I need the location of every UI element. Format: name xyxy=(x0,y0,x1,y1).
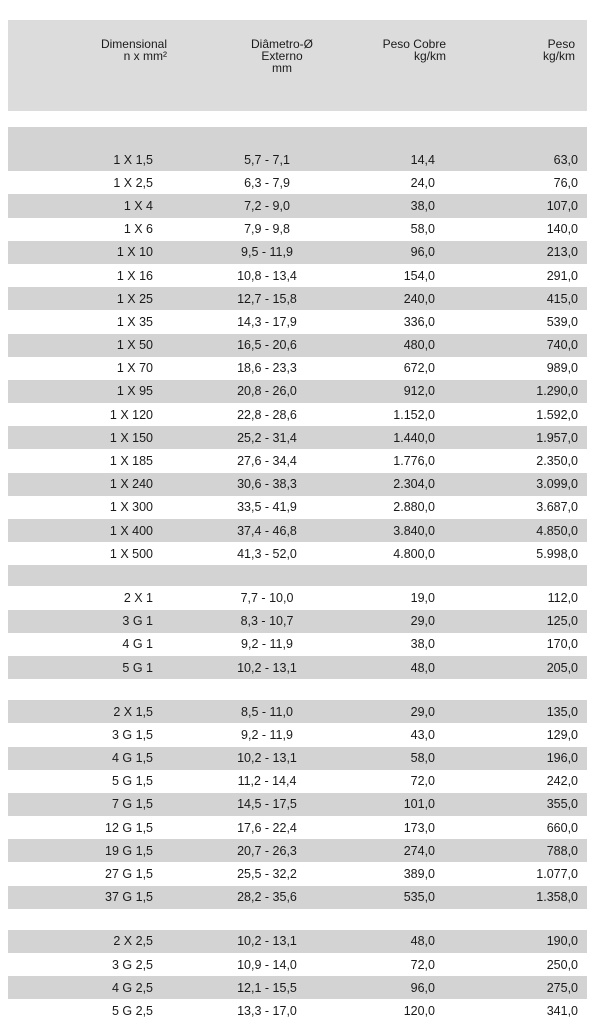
cell-peso: 341,0 xyxy=(546,1003,578,1018)
cell-dimensional: 7 G 1,5 xyxy=(112,797,153,812)
cell-dimensional: 12 G 1,5 xyxy=(105,820,153,835)
cell-peso: 989,0 xyxy=(546,361,578,376)
cell-peso: 63,0 xyxy=(553,152,578,167)
cell-diametro: 14,5 - 17,5 xyxy=(237,797,297,812)
table-row xyxy=(8,723,587,746)
cell-peso: 660,0 xyxy=(546,820,578,835)
table-row xyxy=(8,287,587,310)
cell-peso-cobre: 2.304,0 xyxy=(393,477,435,492)
table-row xyxy=(8,586,587,609)
cell-peso-cobre: 672,0 xyxy=(403,361,435,376)
cell-diametro: 25,5 - 32,2 xyxy=(237,867,297,882)
cell-diametro: 10,8 - 13,4 xyxy=(237,268,297,283)
header-peso: Peso kg/km xyxy=(542,37,575,63)
cell-peso: 129,0 xyxy=(546,727,578,742)
table-row xyxy=(8,793,587,816)
cell-dimensional: 1 X 240 xyxy=(109,477,153,492)
cell-peso: 1.290,0 xyxy=(536,384,578,399)
cell-peso-cobre: 1.776,0 xyxy=(393,454,435,469)
cell-peso-cobre: 48,0 xyxy=(410,660,435,675)
cell-diametro: 9,5 - 11,9 xyxy=(241,245,293,260)
cell-diametro: 9,2 - 11,9 xyxy=(241,727,293,742)
cell-peso: 242,0 xyxy=(546,774,578,789)
cell-peso-cobre: 48,0 xyxy=(410,934,435,949)
cell-peso: 4.850,0 xyxy=(536,523,578,538)
table-row xyxy=(8,816,587,839)
cell-peso: 3.687,0 xyxy=(536,500,578,515)
table-row xyxy=(8,310,587,333)
table-row xyxy=(8,171,587,194)
cell-diametro: 33,5 - 41,9 xyxy=(237,500,297,515)
cell-peso: 190,0 xyxy=(546,934,578,949)
cell-dimensional: 1 X 95 xyxy=(116,384,153,399)
table-row xyxy=(8,426,587,449)
cell-dimensional: 27 G 1,5 xyxy=(105,867,153,882)
table-row xyxy=(8,886,587,909)
cell-diametro: 28,2 - 35,6 xyxy=(237,890,297,905)
cell-diametro: 10,9 - 14,0 xyxy=(237,957,297,972)
cell-diametro: 11,2 - 14,4 xyxy=(237,774,297,789)
cell-dimensional: 1 X 70 xyxy=(116,361,153,376)
cell-diametro: 10,2 - 13,1 xyxy=(237,660,297,675)
cell-dimensional: 1 X 16 xyxy=(116,268,153,283)
table-row xyxy=(8,264,587,287)
cell-peso: 275,0 xyxy=(546,980,578,995)
cell-diametro: 37,4 - 46,8 xyxy=(237,523,297,538)
table-row xyxy=(8,999,587,1022)
cell-dimensional: 1 X 120 xyxy=(109,407,153,422)
cell-peso-cobre: 72,0 xyxy=(410,957,435,972)
table-row xyxy=(8,633,587,656)
cell-peso: 125,0 xyxy=(546,614,578,629)
table-row xyxy=(8,930,587,953)
cell-diametro: 16,5 - 20,6 xyxy=(237,338,297,353)
cell-diametro: 20,7 - 26,3 xyxy=(237,843,297,858)
table-header xyxy=(8,20,587,111)
cell-peso-cobre: 24,0 xyxy=(410,175,435,190)
cell-peso: 355,0 xyxy=(546,797,578,812)
cell-peso: 539,0 xyxy=(546,314,578,329)
cell-peso: 740,0 xyxy=(546,338,578,353)
table-row xyxy=(8,839,587,862)
cell-dimensional: 5 G 1 xyxy=(122,660,153,675)
cell-peso-cobre: 173,0 xyxy=(403,820,435,835)
cell-dimensional: 3 G 1,5 xyxy=(112,727,153,742)
cell-peso-cobre: 14,4 xyxy=(410,152,435,167)
cell-dimensional: 1 X 10 xyxy=(116,245,153,260)
cell-peso: 1.077,0 xyxy=(536,867,578,882)
table-row xyxy=(8,976,587,999)
table-row xyxy=(8,610,587,633)
cell-peso: 415,0 xyxy=(546,291,578,306)
section-spacer-row xyxy=(8,127,587,148)
cell-peso-cobre: 101,0 xyxy=(403,797,435,812)
table-row xyxy=(8,862,587,885)
cell-diametro: 10,2 - 13,1 xyxy=(237,934,297,949)
table-row xyxy=(8,473,587,496)
cell-diametro: 10,2 - 13,1 xyxy=(237,751,297,766)
cell-dimensional: 1 X 50 xyxy=(116,338,153,353)
cell-diametro: 18,6 - 23,3 xyxy=(237,361,297,376)
cell-diametro: 20,8 - 26,0 xyxy=(237,384,297,399)
table-row xyxy=(8,449,587,472)
cell-peso-cobre: 29,0 xyxy=(410,704,435,719)
cell-peso: 76,0 xyxy=(553,175,578,190)
cell-diametro: 41,3 - 52,0 xyxy=(237,546,297,561)
cell-peso-cobre: 96,0 xyxy=(410,245,435,260)
cell-dimensional: 4 G 1 xyxy=(122,637,153,652)
cell-peso-cobre: 389,0 xyxy=(403,867,435,882)
cell-dimensional: 1 X 400 xyxy=(109,523,153,538)
table-body xyxy=(8,127,587,1023)
cell-peso: 1.592,0 xyxy=(536,407,578,422)
cell-dimensional: 3 G 1 xyxy=(122,614,153,629)
cell-peso-cobre: 96,0 xyxy=(410,980,435,995)
cell-peso: 3.099,0 xyxy=(536,477,578,492)
cell-peso: 196,0 xyxy=(546,751,578,766)
cell-dimensional: 3 G 2,5 xyxy=(112,957,153,972)
cell-diametro: 5,7 - 7,1 xyxy=(244,152,290,167)
cell-diametro: 27,6 - 34,4 xyxy=(237,454,297,469)
cell-peso-cobre: 43,0 xyxy=(410,727,435,742)
table-row xyxy=(8,334,587,357)
cell-peso: 107,0 xyxy=(546,198,578,213)
cell-peso: 1.957,0 xyxy=(536,430,578,445)
cell-peso-cobre: 480,0 xyxy=(403,338,435,353)
cell-diametro: 7,7 - 10,0 xyxy=(240,590,294,605)
cell-dimensional: 1 X 1,5 xyxy=(113,152,153,167)
cell-peso-cobre: 1.152,0 xyxy=(393,407,435,422)
table-row xyxy=(8,218,587,241)
cell-peso-cobre: 912,0 xyxy=(403,384,435,399)
cell-peso-cobre: 240,0 xyxy=(403,291,435,306)
table-row xyxy=(8,148,587,171)
cell-peso-cobre: 38,0 xyxy=(410,198,435,213)
cell-peso: 5.998,0 xyxy=(536,546,578,561)
section-spacer-row xyxy=(8,909,587,930)
cell-peso-cobre: 120,0 xyxy=(403,1003,435,1018)
cell-diametro: 8,5 - 11,0 xyxy=(241,704,293,719)
cell-dimensional: 2 X 1 xyxy=(123,590,153,605)
table-row xyxy=(8,241,587,264)
cell-peso: 170,0 xyxy=(546,637,578,652)
cell-dimensional: 1 X 4 xyxy=(123,198,153,213)
cell-peso-cobre: 1.440,0 xyxy=(393,430,435,445)
table-row xyxy=(8,357,587,380)
header-diametro-externo: Diâmetro-Ø Externo mm xyxy=(250,37,313,75)
header-dimensional: Dimensional n x mm² xyxy=(100,37,167,63)
cell-diametro: 25,2 - 31,4 xyxy=(237,430,297,445)
cell-peso-cobre: 19,0 xyxy=(410,590,435,605)
cell-dimensional: 5 G 1,5 xyxy=(112,774,153,789)
cell-peso: 788,0 xyxy=(546,843,578,858)
cell-diametro: 14,3 - 17,9 xyxy=(237,314,297,329)
cell-peso: 250,0 xyxy=(546,957,578,972)
cell-dimensional: 1 X 2,5 xyxy=(113,175,153,190)
cell-dimensional: 1 X 300 xyxy=(109,500,153,515)
cell-diametro: 13,3 - 17,0 xyxy=(237,1003,297,1018)
cell-diametro: 7,9 - 9,8 xyxy=(244,222,290,237)
cell-peso-cobre: 58,0 xyxy=(410,751,435,766)
cell-dimensional: 1 X 185 xyxy=(109,454,153,469)
cell-peso-cobre: 154,0 xyxy=(403,268,435,283)
cell-dimensional: 1 X 35 xyxy=(116,314,153,329)
table-row xyxy=(8,194,587,217)
section-spacer-row xyxy=(8,565,587,586)
cell-dimensional: 37 G 1,5 xyxy=(105,890,153,905)
cell-peso-cobre: 58,0 xyxy=(410,222,435,237)
cell-dimensional: 1 X 150 xyxy=(109,430,153,445)
cell-peso-cobre: 29,0 xyxy=(410,614,435,629)
cell-peso-cobre: 72,0 xyxy=(410,774,435,789)
cell-diametro: 17,6 - 22,4 xyxy=(237,820,297,835)
cell-diametro: 8,3 - 10,7 xyxy=(240,614,294,629)
cell-dimensional: 2 X 1,5 xyxy=(113,704,153,719)
table-row xyxy=(8,542,587,565)
table-row xyxy=(8,656,587,679)
table-row xyxy=(8,519,587,542)
header-peso-cobre: Peso Cobre kg/km xyxy=(382,37,446,63)
cell-peso-cobre: 274,0 xyxy=(403,843,435,858)
section-spacer-row xyxy=(8,679,587,700)
cell-dimensional: 1 X 6 xyxy=(123,222,153,237)
cell-peso: 135,0 xyxy=(546,704,578,719)
table-row xyxy=(8,496,587,519)
table-row xyxy=(8,700,587,723)
cell-peso: 205,0 xyxy=(546,660,578,675)
cell-dimensional: 2 X 2,5 xyxy=(113,934,153,949)
cell-peso: 2.350,0 xyxy=(536,454,578,469)
cell-dimensional: 1 X 500 xyxy=(109,546,153,561)
cell-diametro: 12,7 - 15,8 xyxy=(237,291,297,306)
cell-peso-cobre: 2.880,0 xyxy=(393,500,435,515)
cell-peso-cobre: 535,0 xyxy=(403,890,435,905)
cell-peso: 291,0 xyxy=(546,268,578,283)
cell-dimensional: 4 G 2,5 xyxy=(112,980,153,995)
cell-peso-cobre: 4.800,0 xyxy=(393,546,435,561)
cell-peso-cobre: 336,0 xyxy=(403,314,435,329)
cell-dimensional: 19 G 1,5 xyxy=(105,843,153,858)
cell-dimensional: 4 G 1,5 xyxy=(112,751,153,766)
table-row xyxy=(8,380,587,403)
cell-diametro: 22,8 - 28,6 xyxy=(237,407,297,422)
cell-peso: 1.358,0 xyxy=(536,890,578,905)
cell-diametro: 12,1 - 15,5 xyxy=(237,980,297,995)
cell-dimensional: 5 G 2,5 xyxy=(112,1003,153,1018)
cell-peso-cobre: 3.840,0 xyxy=(393,523,435,538)
table-row xyxy=(8,403,587,426)
cell-diametro: 30,6 - 38,3 xyxy=(237,477,297,492)
cell-dimensional: 1 X 25 xyxy=(116,291,153,306)
cell-peso: 112,0 xyxy=(547,590,578,605)
cell-peso: 213,0 xyxy=(546,245,578,260)
cell-peso-cobre: 38,0 xyxy=(410,637,435,652)
cell-diametro: 6,3 - 7,9 xyxy=(244,175,290,190)
cell-diametro: 9,2 - 11,9 xyxy=(241,637,293,652)
cell-diametro: 7,2 - 9,0 xyxy=(244,198,290,213)
table-row xyxy=(8,770,587,793)
cell-peso: 140,0 xyxy=(546,222,578,237)
table-row xyxy=(8,747,587,770)
table-row xyxy=(8,953,587,976)
